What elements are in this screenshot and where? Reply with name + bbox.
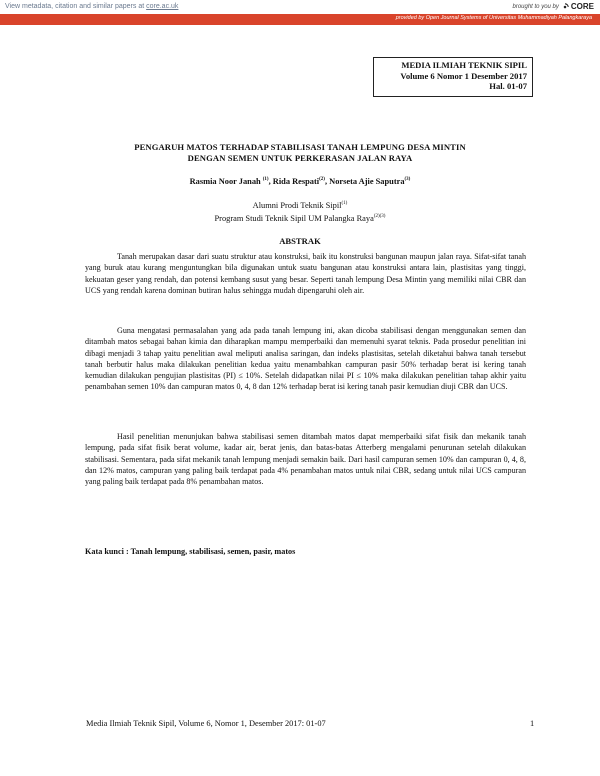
paper-title-line-2: DENGAN SEMEN UNTUK PERKERASAN JALAN RAYA	[187, 153, 413, 163]
affiliation-line-2	[80, 211, 520, 224]
abstract-paragraph-2	[85, 325, 526, 393]
affiliation-sup: (2)(3)	[373, 214, 386, 220]
page-number: 1	[530, 719, 535, 728]
core-logo-icon	[561, 3, 569, 11]
core-link-prefix: View metadata, citation and similar papers at	[5, 3, 147, 10]
core-provided-text: provided by Open Journal Systems of Universitas Muhammadiyah Palangkaraya	[395, 15, 592, 21]
footer-citation: Media Ilmiah Teknik Sipil, Volume 6, Nomor 1, Desember 2017: 01-07	[86, 719, 326, 728]
journal-pages: Hal. 01-07	[489, 81, 527, 91]
author-sup: (2)	[319, 177, 325, 183]
author-sup: (1)	[262, 177, 269, 183]
author-sup: (3)	[404, 177, 411, 183]
core-brand[interactable]	[513, 2, 595, 11]
abstract-text: Tanah merupakan dasar dari suatu struktur atau konstruksi, baik itu konstruksi bangunan maupun jalan raya. Sifat-sifat tanah yang buruk atau kurang menguntungkan bila digunakan untuk suatu bangunan atau konstruksi antara lain, plastisitas yang tinggi, kekuatan geser yang rendah, dan potensi kembang susut yang besar. Seperti tanah lempung Desa Mintin yang memiliki nilai CBR dan UCS yang rendah karena dominan butiran halus sehingga mudah dipengaruhi oleh air.	[85, 252, 526, 295]
author-name: Norseta Ajie Saputra	[329, 177, 405, 186]
core-top-bar	[0, 0, 600, 14]
author-name: Rida Respati	[272, 177, 320, 186]
core-banner	[0, 0, 600, 28]
core-provided-strip	[0, 14, 600, 25]
affiliation-text: Alumni Prodi Teknik Sipil	[252, 200, 342, 210]
abstract-text: Guna mengatasi permasalahan yang ada pada tanah lempung ini, akan dicoba stabilisasi dengan menggunakan semen dan ditambah matos sebagai bahan kimia dan diharapkan mampu memperbaiki dan memenuhi syarat teknis. Pada prosedur penelitian ini dibagi menjadi 3 tahap yaitu penelitian awal meliputi analisa saringan, dan indeks plastisitas, setelah diketahui bahwa tanah tersebut tanah berbutir halus maka dilakukan penelitian kedua yaitu menambahkan campuran pasir 50% terhadap berat isi kering tanah kemudian dilakukan pengujian plastisitas (PI) ≤ 10%. Setelah didapatkan nilai PI ≤ 10% maka dilakukan penelitian tahap akhir yaitu penambahan semen 10% dan campuran matos 0, 4, 8 dan 12% terhadap berat isi kering tanah pasir kemudian diuji CBR dan UCS.	[85, 326, 526, 392]
abstract-text: Hasil penelitian menunjukan bahwa stabilisasi semen ditambah matos dapat memperbaiki sifat fisik dan mekanik tanah lempung, pada sifat fisik berat volume, kadar air, berat jenis, dan batas-batas Atterberg mengalami penurunan setelah dilakukan stabilisasi. Sementara, pada sifat mekanik tanah lempung menjadi semakin baik. Dari hasil campuran semen 10% dan campuran 0, 4, 8, dan 12% matos, campuran yang paling baik terdapat pada 4% penambahan matos untuk nilai CBR, sedang untuk nilai UCS campuran yang paling baik terdapat pada 8% penambahan matos.	[85, 432, 526, 487]
affiliation-text: Program Studi Teknik Sipil UM Palangka Raya	[214, 214, 374, 224]
paper-title-line-1: PENGARUH MATOS TERHADAP STABILISASI TANAH LEMPUNG DESA MINTIN	[134, 142, 466, 152]
journal-volume: Volume 6 Nomor 1 Desember 2017	[400, 70, 527, 81]
author-list	[80, 177, 520, 186]
abstract-paragraph-3	[85, 431, 526, 487]
affiliations	[80, 198, 520, 225]
author-sep: ,	[268, 177, 273, 186]
core-logo-text: CORE	[570, 2, 594, 11]
brought-by-text: brought to you by	[512, 3, 559, 10]
core-link-domain[interactable]: core.ac.uk	[146, 3, 179, 10]
journal-info-box	[373, 57, 533, 97]
abstract-paragraph-1	[85, 251, 526, 296]
core-metadata-link[interactable]	[5, 3, 178, 10]
affiliation-line-1	[80, 198, 520, 211]
abstract-heading: ABSTRAK	[279, 236, 321, 246]
keywords: Kata kunci : Tanah lempung, stabilisasi, semen, pasir, matos	[85, 547, 296, 556]
journal-name: MEDIA ILMIAH TEKNIK SIPIL	[401, 60, 527, 70]
paper-title	[80, 142, 520, 164]
author-sep: ,	[324, 177, 330, 186]
affiliation-sup: (1)	[341, 201, 348, 206]
author-name: Rasmia Noor Janah	[189, 177, 261, 186]
